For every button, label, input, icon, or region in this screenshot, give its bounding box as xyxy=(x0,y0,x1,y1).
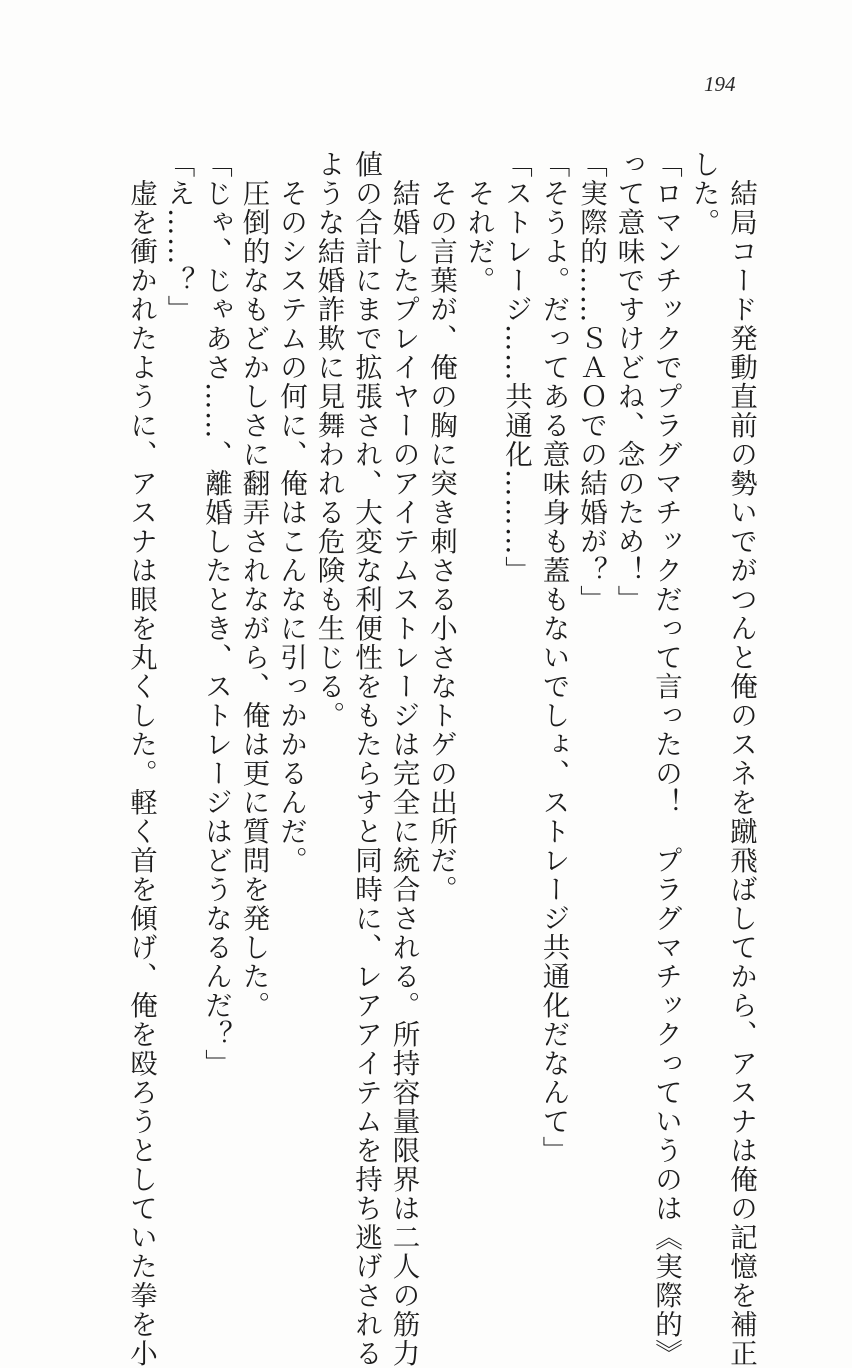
text-line: 「実際的……ＳＡＯでの結婚が？」 xyxy=(575,150,607,614)
text-line: それだ。 xyxy=(462,150,495,295)
text-line: その言葉が、俺の胸に突き刺さる小さなトゲの出所だ。 xyxy=(425,150,457,904)
text-line: 「ストレージ……共通化………」 xyxy=(500,150,532,585)
text-line: 「そうよ。だってある意味身も蓋もないでしょ、ストレージ共通化だなんて」 xyxy=(537,150,570,1165)
text-line: そのシステムの何に、俺はこんなに引っかかるんだ。 xyxy=(275,150,307,875)
text-line: 「ロマンチックでプラグマチックだって言ったの！ プラグマチックっていうのは《実際的》 xyxy=(650,150,682,1368)
text-line: ような結婚詐欺に見舞われる危険も生じる。 xyxy=(312,150,345,730)
text-line: 虚を衝かれたように、アスナは眼を丸くした。軽く首を傾げ、俺を殴ろうとしていた拳を小 xyxy=(125,150,157,1368)
text-line: 結局コード発動直前の勢いでがつんと俺のスネを蹴飛ばしてから、アスナは俺の記憶を補正 xyxy=(725,150,757,1368)
text-line: って意味ですけどね、念のため！」 xyxy=(612,150,645,614)
text-line: 圧倒的なもどかしさに翻弄されながら、俺は更に質問を発した。 xyxy=(237,150,270,1020)
text-line: 結婚したプレイヤーのアイテムストレージは完全に統合される。所持容量限界は二人の筋力 xyxy=(387,150,420,1368)
text-line: 値の合計にまで拡張され、大変な利便性をもたらすと同時に、レアアイテムを持ち逃げされる xyxy=(350,150,382,1368)
text-line: 「え……？」 xyxy=(162,150,195,324)
page-number: 194 xyxy=(704,72,736,96)
text-line: 「じゃ、じゃあさ……、離婚したとき、ストレージはどうなるんだ？」 xyxy=(200,150,232,1078)
text-line: した。 xyxy=(687,150,720,237)
